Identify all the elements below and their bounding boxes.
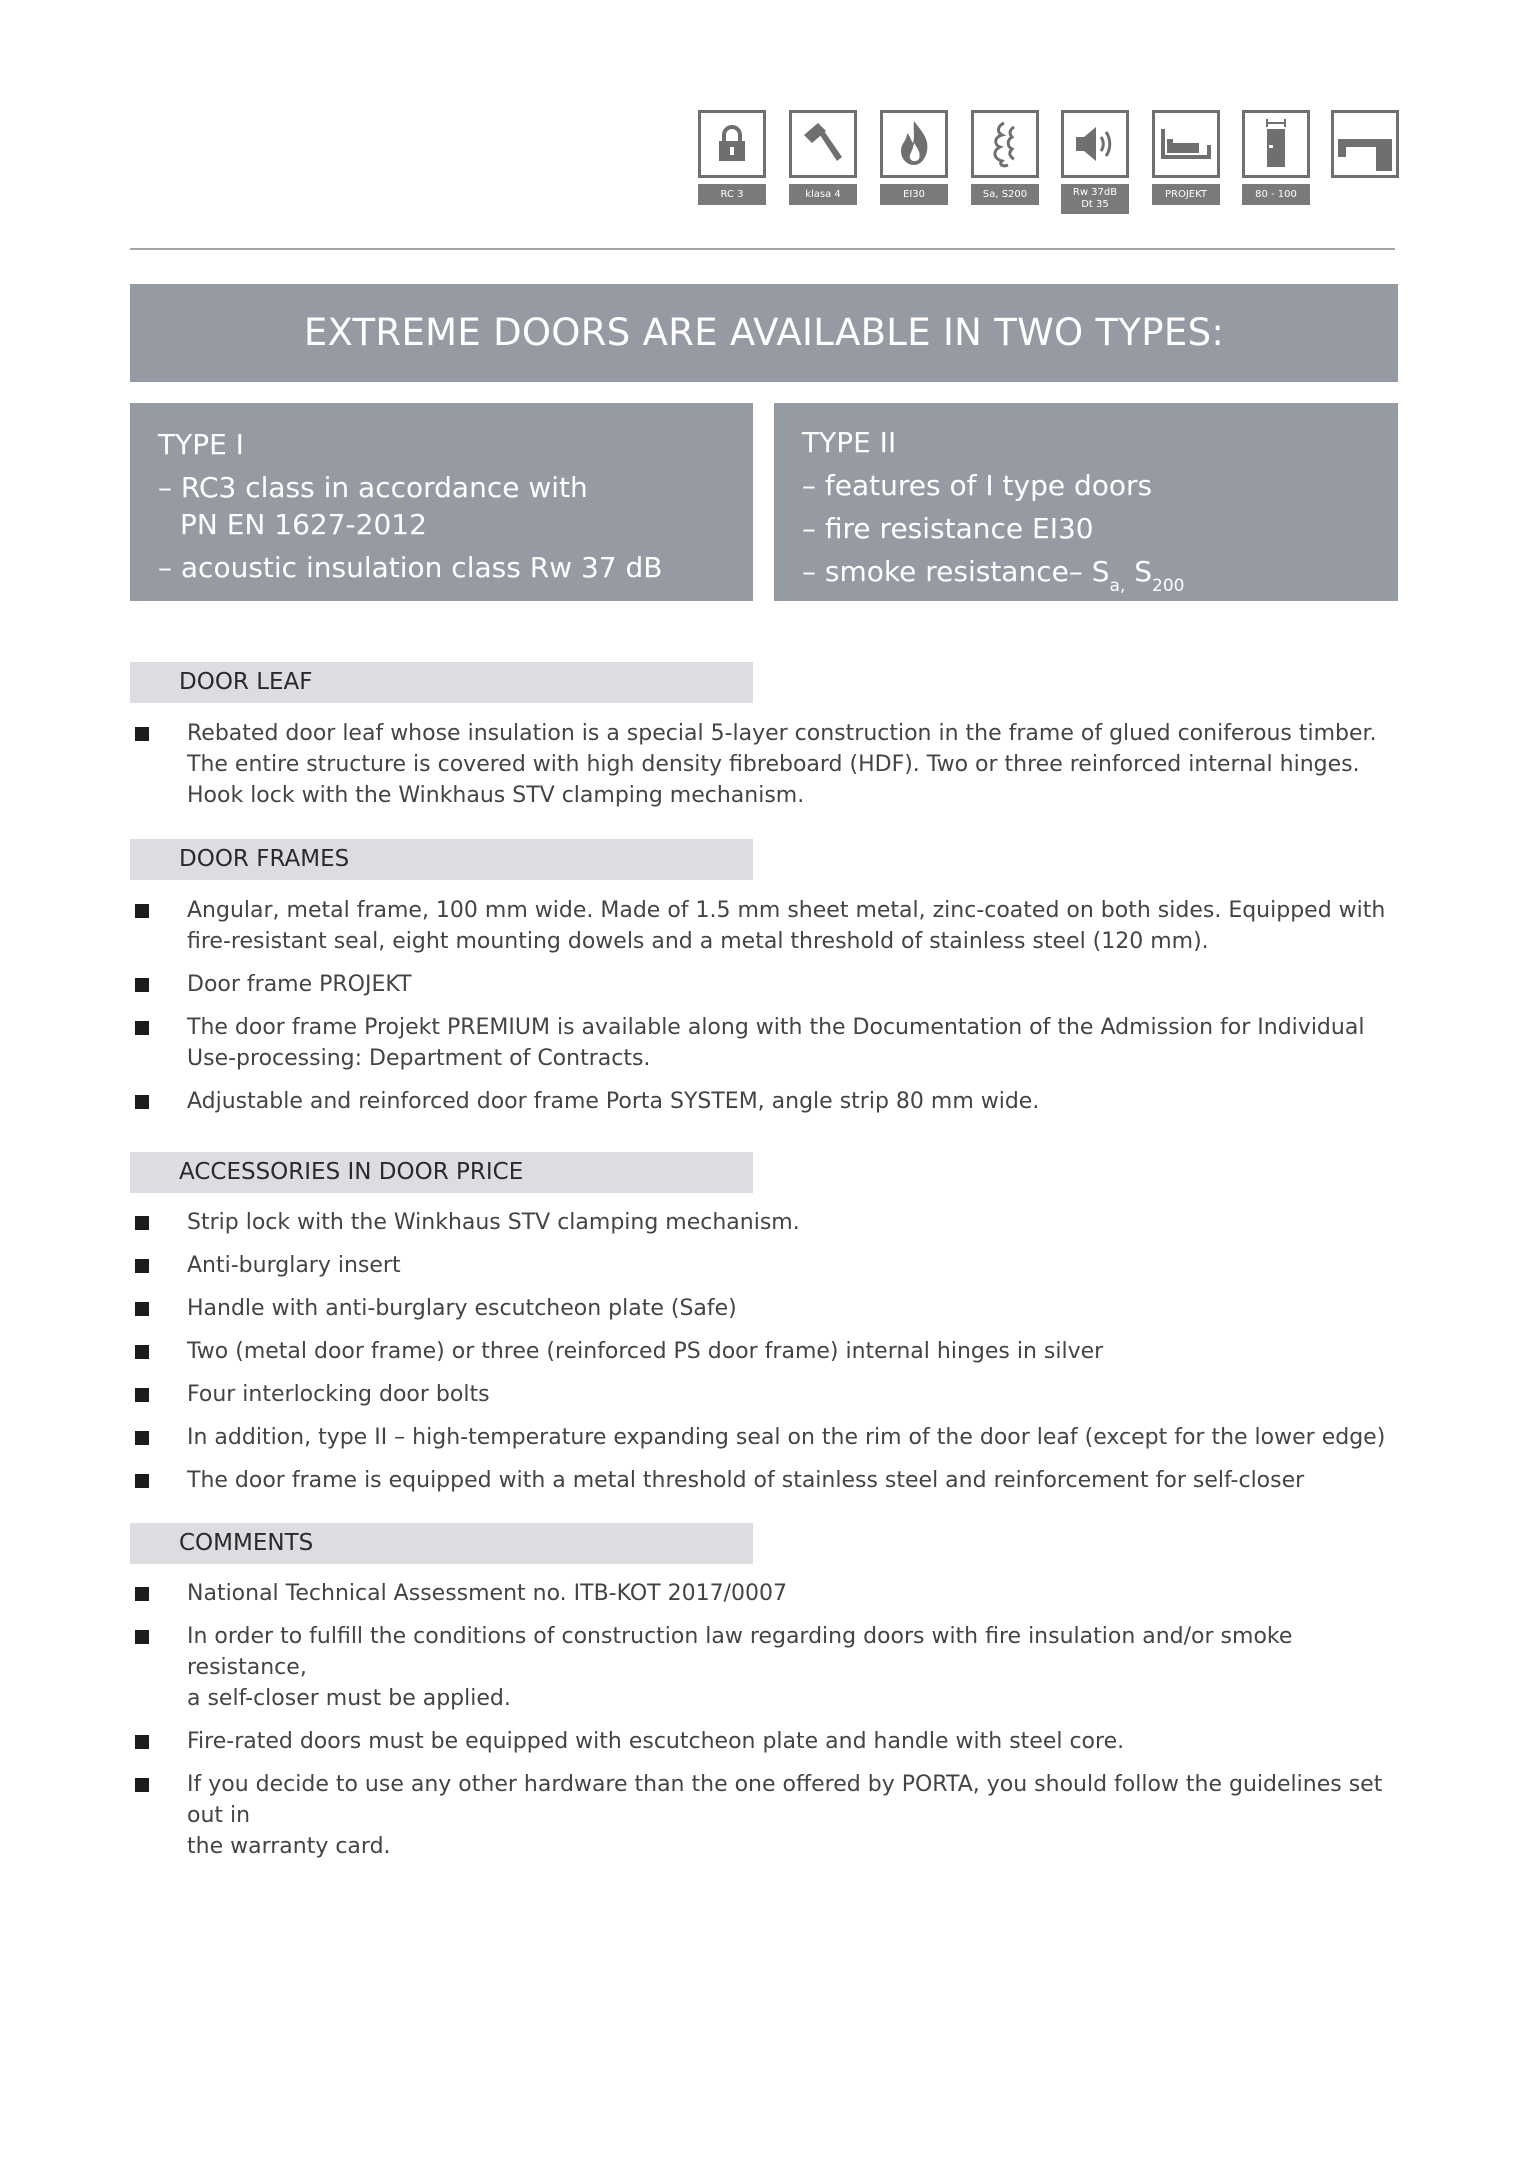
type-ii-line-3 xyxy=(802,550,1370,608)
bullet-square-icon xyxy=(135,1630,149,1644)
certification-icon-strip xyxy=(0,0,1527,240)
comments-list xyxy=(130,1578,1400,1874)
list-item-text: Four interlocking door bolts xyxy=(187,1382,490,1407)
bullet-square-icon xyxy=(135,1735,149,1749)
icon-label-smoke: Sa, S200 xyxy=(971,184,1039,205)
bullet-square-icon xyxy=(135,978,149,992)
bullet-square-icon xyxy=(135,1021,149,1035)
list-item-text: The door frame Projekt PREMIUM is available along with the Documentation of the Admission for Individual Use-processing: Department of Contracts. xyxy=(187,1015,1365,1071)
bullet-square-icon xyxy=(135,1216,149,1230)
type-ii-box xyxy=(774,403,1398,601)
list-item-text: Rebated door leaf whose insulation is a special 5-layer construction in the frame of glued coniferous timber. The entire structure is covered with high density fibreboard (HDF). Two or three reinforced internal hinges. Hook lock with the Winkhaus STV clamping mechanism. xyxy=(187,721,1377,808)
list-item-text: Strip lock with the Winkhaus STV clamping mechanism. xyxy=(187,1210,800,1235)
list-item xyxy=(130,1578,1400,1609)
list-item-text: The door frame is equipped with a metal threshold of stainless steel and reinforcement for self-closer xyxy=(187,1468,1305,1493)
flame-icon xyxy=(880,110,948,178)
list-item xyxy=(130,1293,1400,1324)
bullet-square-icon xyxy=(135,1388,149,1402)
bullet-square-icon xyxy=(135,1587,149,1601)
type-i-line-1b: PN EN 1627-2012 xyxy=(180,508,427,541)
bullet-square-icon xyxy=(135,1302,149,1316)
bullet-square-icon xyxy=(135,1431,149,1445)
list-item xyxy=(130,1086,1400,1117)
list-item xyxy=(130,1465,1400,1496)
icon-label-rw: Rw 37dB xyxy=(1072,187,1118,198)
smoke-icon xyxy=(971,110,1039,178)
list-item xyxy=(130,1379,1400,1410)
list-item xyxy=(130,1207,1400,1238)
section-heading-comments: COMMENTS xyxy=(130,1523,753,1564)
section-heading-accessories: ACCESSORIES IN DOOR PRICE xyxy=(130,1152,753,1193)
smoke-resistance-text: – smoke resistance– S xyxy=(802,555,1110,588)
list-item xyxy=(130,1336,1400,1367)
horizontal-divider xyxy=(130,248,1395,250)
list-item-text: Anti-burglary insert xyxy=(187,1253,401,1278)
list-item xyxy=(130,1621,1400,1714)
icon-label-projekt: PROJEKT xyxy=(1152,184,1220,205)
section-heading-door-frames: DOOR FRAMES xyxy=(130,839,753,880)
list-item-text: Adjustable and reinforced door frame Porta SYSTEM, angle strip 80 mm wide. xyxy=(187,1089,1040,1114)
type-ii-line-1: – features of I type doors xyxy=(802,469,1153,502)
list-item xyxy=(130,1012,1400,1074)
smoke-sub-a: a, xyxy=(1109,576,1126,596)
section-heading-door-leaf: DOOR LEAF xyxy=(130,662,753,703)
type-ii-title: TYPE II xyxy=(802,426,897,459)
bullet-square-icon xyxy=(135,1778,149,1792)
list-item-text: Door frame PROJEKT xyxy=(187,972,412,997)
door-frame-profile-icon xyxy=(1152,110,1220,178)
threshold-profile-icon xyxy=(1331,110,1399,178)
list-item-text: In order to fulfill the conditions of construction law regarding doors with fire insulation and/or smoke resistance, a self-closer must be applied. xyxy=(187,1624,1293,1711)
list-item-text: Two (metal door frame) or three (reinforced PS door frame) internal hinges in silver xyxy=(187,1339,1104,1364)
bullet-square-icon xyxy=(135,1095,149,1109)
bullet-square-icon xyxy=(135,1345,149,1359)
padlock-icon xyxy=(698,110,766,178)
speaker-icon xyxy=(1061,110,1129,178)
icon-label-ei30: EI30 xyxy=(880,184,948,205)
type-i-line-1: – RC3 class in accordance with xyxy=(158,471,588,504)
list-item xyxy=(130,1769,1400,1862)
list-item xyxy=(130,969,1400,1000)
list-item xyxy=(130,1250,1400,1281)
type-i-line-2: – acoustic insulation class Rw 37 dB xyxy=(158,551,663,584)
bullet-square-icon xyxy=(135,1474,149,1488)
list-item-text: Angular, metal frame, 100 mm wide. Made of 1.5 mm sheet metal, zinc-coated on both sides. Equipped with fire-resistant seal, eight mounting dowels and a metal threshold of stainless steel (120 mm). xyxy=(187,898,1386,954)
hammer-icon xyxy=(789,110,857,178)
accessories-list xyxy=(130,1207,1400,1508)
list-item xyxy=(130,718,1400,811)
door-frames-list xyxy=(130,895,1400,1129)
list-item-text: If you decide to use any other hardware than the one offered by PORTA, you should follow the guidelines set out in the warranty card. xyxy=(187,1772,1383,1859)
bullet-square-icon xyxy=(135,727,149,741)
smoke-resistance-s: S xyxy=(1125,555,1153,588)
smoke-sub-200: 200 xyxy=(1152,576,1185,596)
icon-label-acoustic xyxy=(1061,184,1129,214)
list-item-text: In addition, type II – high-temperature expanding seal on the rim of the door leaf (except for the lower edge) xyxy=(187,1425,1386,1450)
door-icon xyxy=(1242,110,1310,178)
page-title-banner: EXTREME DOORS ARE AVAILABLE IN TWO TYPES: xyxy=(130,284,1398,382)
list-item xyxy=(130,1422,1400,1453)
icon-label-width: 80 - 100 xyxy=(1242,184,1310,205)
type-i-title: TYPE I xyxy=(158,428,244,461)
list-item xyxy=(130,1726,1400,1757)
type-i-box xyxy=(130,403,753,601)
list-item-text: National Technical Assessment no. ITB-KOT 2017/0007 xyxy=(187,1581,787,1606)
icon-label-rc3: RC 3 xyxy=(698,184,766,205)
list-item-text: Handle with anti-burglary escutcheon plate (Safe) xyxy=(187,1296,737,1321)
type-ii-line-2: – fire resistance EI30 xyxy=(802,512,1094,545)
bullet-square-icon xyxy=(135,904,149,918)
list-item xyxy=(130,895,1400,957)
door-leaf-list xyxy=(130,718,1400,823)
bullet-square-icon xyxy=(135,1259,149,1273)
icon-label-klasa4: klasa 4 xyxy=(789,184,857,205)
icon-label-dt: Dt 35 xyxy=(1081,199,1109,210)
list-item-text: Fire-rated doors must be equipped with escutcheon plate and handle with steel core. xyxy=(187,1729,1125,1754)
